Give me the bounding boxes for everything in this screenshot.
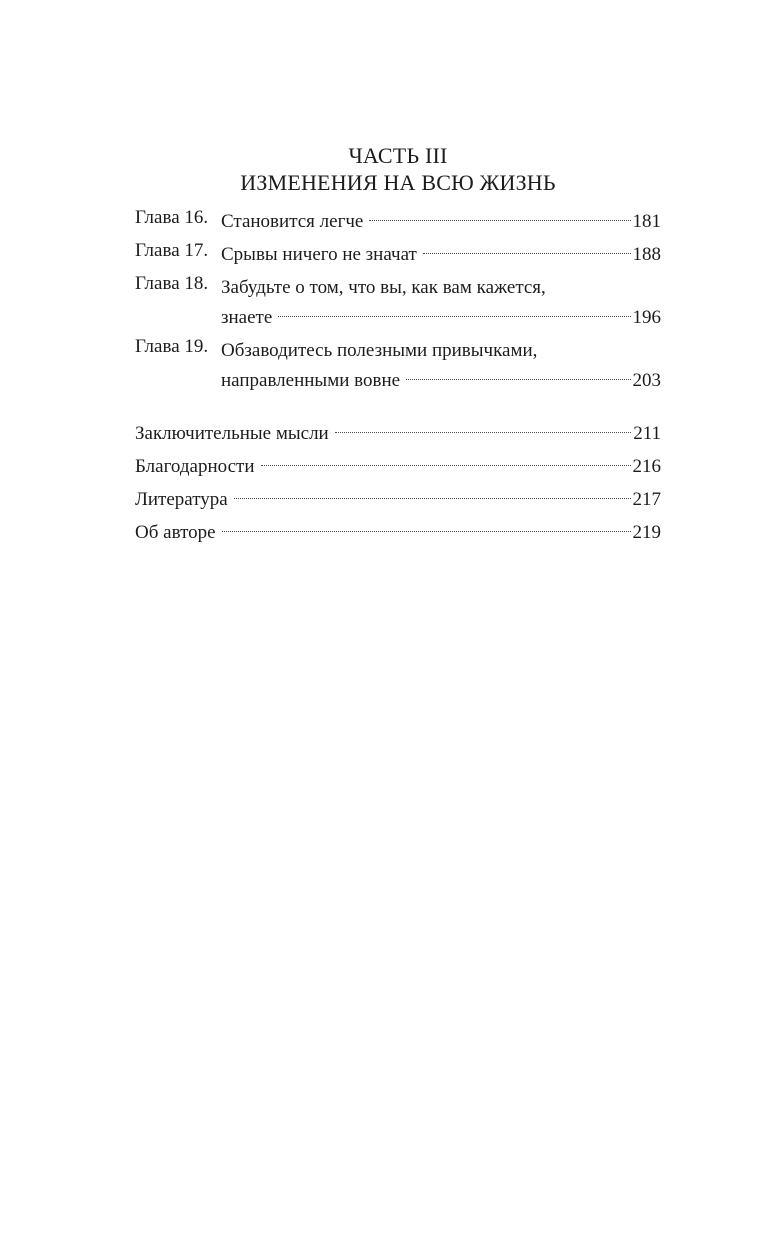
page-number: 188 (632, 244, 661, 265)
part-heading (135, 142, 661, 196)
chapter-title-line-1: Забудьте о том, что вы, как вам кажется, (221, 277, 546, 298)
dot-leader (423, 253, 631, 254)
dot-leader (369, 220, 630, 221)
toc-entry-chapter-19[interactable] (135, 336, 661, 396)
chapter-title-line-1: Обзаводитесь полезными привычками, (221, 340, 538, 361)
part-label: ЧАСТЬ III (348, 143, 448, 168)
chapter-number: Глава 17. (135, 240, 209, 261)
toc-entry-chapter-17[interactable] (135, 240, 661, 270)
toc-entry-about-author[interactable] (135, 516, 661, 549)
page-number: 203 (632, 370, 661, 391)
dot-leader (278, 316, 630, 317)
page-number: 196 (632, 307, 661, 328)
chapter-title-line-2: направленными вовне (221, 370, 401, 391)
page-number: 217 (632, 489, 661, 510)
chapter-title: Срывы ничего не значат (221, 244, 417, 265)
page-number: 211 (633, 423, 661, 444)
chapter-number: Глава 19. (135, 336, 209, 357)
toc-entry-literature[interactable] (135, 483, 661, 516)
page-number: 219 (632, 522, 661, 543)
page-number: 216 (632, 456, 661, 477)
dot-leader (261, 465, 631, 466)
entry-title: Литература (135, 489, 228, 510)
dot-leader (335, 432, 631, 433)
chapter-number: Глава 18. (135, 273, 209, 294)
back-matter (135, 417, 661, 549)
dot-leader (234, 498, 631, 499)
entry-title: Благодарности (135, 456, 255, 477)
chapter-title-line-2: знаете (221, 307, 273, 328)
dot-leader (222, 531, 631, 532)
table-of-contents (135, 207, 661, 549)
toc-entry-chapter-16[interactable] (135, 207, 661, 237)
chapter-title: Становится легче (221, 211, 364, 232)
part-title: ИЗМЕНЕНИЯ НА ВСЮ ЖИЗНЬ (240, 170, 556, 195)
page-number: 181 (632, 211, 661, 232)
toc-entry-acknowledgements[interactable] (135, 450, 661, 483)
toc-entry-conclusion[interactable] (135, 417, 661, 450)
toc-entry-chapter-18[interactable] (135, 273, 661, 333)
entry-title: Об авторе (135, 522, 216, 543)
chapter-number: Глава 16. (135, 207, 209, 228)
dot-leader (406, 379, 630, 380)
section-spacer (135, 396, 661, 417)
entry-title: Заключительные мысли (135, 423, 329, 444)
